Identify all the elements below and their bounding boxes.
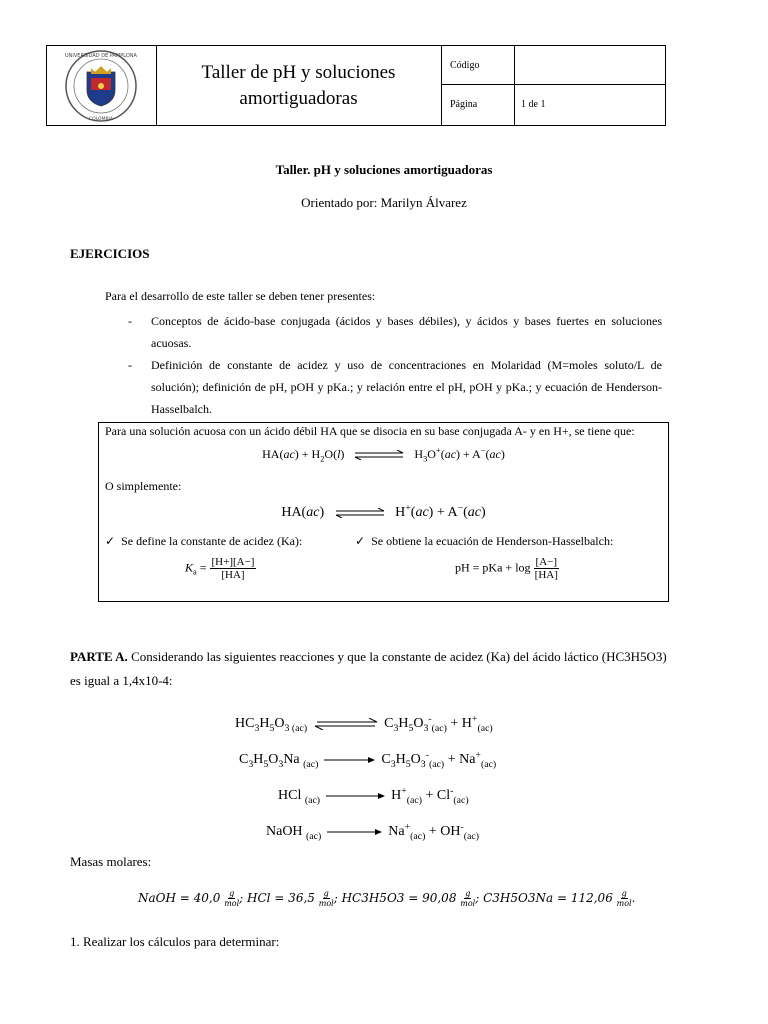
mass-lactate: C3H5O3Na = 112,06 — [483, 891, 613, 905]
hh-fraction — [534, 556, 559, 581]
header-title — [156, 46, 442, 125]
doc-title: Taller. pH y soluciones amortiguadoras — [275, 162, 493, 177]
unit-fraction — [460, 889, 475, 908]
requirements-list — [128, 310, 662, 420]
requirement-text: Conceptos de ácido-base conjugada (ácidos y bases débiles), y ácidos y bases fuertes en soluciones acuosas. — [151, 314, 662, 350]
exercises-heading: EJERCICIOS — [70, 246, 150, 261]
checkmark-icon: ✓ — [105, 534, 116, 548]
code-row — [442, 46, 665, 85]
page-label: Página — [442, 85, 515, 125]
mass-hcl: HCl = 36,5 — [247, 891, 315, 905]
unit-num: g — [621, 889, 627, 898]
arrow-right-icon — [322, 755, 378, 765]
code-label: Código — [442, 46, 515, 84]
check-item-ka — [105, 534, 302, 549]
unit-num: g — [465, 889, 471, 898]
oriented-by: Orientado por: Marilyn Álvarez — [301, 195, 467, 210]
equilibrium-equation-1: $HA(ac) + H_2O(l) H_3O^+(ac) + A^-(ac)$ — [262, 446, 505, 464]
unit-den: mol — [224, 899, 240, 908]
check2-text: Se obtiene la ecuación de Henderson-Hasselbalch: — [371, 534, 614, 548]
unit-den: mol — [616, 899, 632, 908]
list-dash: - — [128, 358, 132, 372]
unit-num: g — [323, 889, 329, 898]
page-value: 1 de 1 — [521, 99, 546, 110]
reaction-hcl: HCl $_{(ac)}$ $H^+_{(ac)} + Cl^-_{(ac)}$ — [278, 785, 469, 806]
seal-logo-icon — [47, 46, 156, 125]
header-title-line2: amortiguadoras — [239, 87, 358, 109]
code-value — [515, 46, 521, 60]
ka-numerator: [H+][A−] — [211, 556, 255, 568]
arrow-right-icon — [325, 827, 385, 837]
mass-lactic: HC3H5O3 = 90,08 — [341, 891, 457, 905]
unit-den: mol — [318, 899, 334, 908]
unit-num: g — [229, 889, 235, 898]
requirement-item — [128, 310, 662, 354]
box-intro: Para una solución acuosa con un ácido débil HA que se disocia en su base conjugada A- y en H+, se tiene que: — [105, 424, 635, 438]
header-title-line1: Taller de pH y soluciones — [201, 61, 396, 83]
equilibrium-arrow-icon — [334, 508, 386, 518]
part-a-text: Considerando las siguientes reacciones y que la constante de acidez (Ka) del ácido láctico (HC3H5O3) es igual a 1,4x10-4: — [70, 649, 667, 688]
intro-text: Para el desarrollo de este taller se deben tener presentes: — [105, 289, 376, 303]
checkmark-icon: ✓ — [355, 534, 366, 548]
equilibrium-equation-2: HA(ac) H+(ac) + A−(ac) — [281, 502, 486, 520]
ka-fraction — [210, 556, 257, 581]
molar-masses: NaOH = 40,0 g mol ; HCl = 36,5 g mol ; HC3H5O3 = 90,08 g mol ; C3H5O3Na = 112,06 g mol . — [138, 889, 636, 908]
simply-label: O simplemente: — [105, 479, 182, 493]
svg-text:COLOMBIA: COLOMBIA — [89, 117, 113, 122]
ka-formula: $K_a$ = $\frac{[H+][A-]}{[HA]}$ — [185, 556, 255, 581]
reaction-sodium-lactate: $C_3H_5O_3Na$ $_{(ac)}$ $C_3H_5O_3^-_{(ac)} + Na^+_{(ac)}$ — [239, 749, 497, 770]
hh-left: pH = pKa + log — [455, 560, 531, 575]
ka-denominator: [HA] — [221, 569, 245, 581]
hh-denominator: [HA] — [534, 569, 558, 581]
list-dash: - — [128, 314, 132, 328]
unit-den: mol — [460, 899, 476, 908]
equation-box — [98, 422, 669, 602]
check1-text: Se define la constante de acidez (Ka): — [121, 534, 303, 548]
hh-formula — [455, 556, 559, 581]
unit-fraction — [224, 889, 239, 908]
university-seal — [47, 46, 157, 125]
question-1: 1. Realizar los cálculos para determinar: — [70, 934, 280, 949]
svg-text:UNIVERSIDAD DE PAMPLONA: UNIVERSIDAD DE PAMPLONA — [65, 53, 137, 59]
unit-fraction — [617, 889, 632, 908]
reaction-lactic-acid: $HC_3H_5O_{3 (ac)}$ $C_3H_5O_3^-_{(ac)} + H^+_{(ac)}$ — [235, 713, 493, 734]
equilibrium-arrow-icon — [311, 718, 381, 730]
part-a-paragraph — [70, 645, 674, 693]
requirement-item — [128, 354, 662, 420]
unit-fraction — [319, 889, 334, 908]
requirement-text: Definición de constante de acidez y uso de concentraciones en Molaridad (M=moles soluto/L de solución); definición de pH, pOH y pKa.; y relación entre el pH, pOH y pKa.; y ecuación de Henderson-Hasselbalch. — [151, 358, 662, 416]
masses-label: Masas molares: — [70, 854, 152, 869]
mass-naoh: NaOH = 40,0 — [138, 891, 221, 905]
header-table — [46, 45, 666, 126]
part-a-label: PARTE A. — [70, 649, 128, 664]
reaction-naoh: NaOH $_{(ac)}$ $Na^+_{(ac)} + OH^-_{(ac)}$ — [266, 821, 479, 842]
page-row — [442, 85, 665, 125]
hh-numerator: [A−] — [535, 556, 558, 568]
check-item-hh — [355, 534, 613, 549]
equilibrium-arrow-icon — [353, 450, 405, 460]
arrow-right-icon — [324, 791, 388, 801]
